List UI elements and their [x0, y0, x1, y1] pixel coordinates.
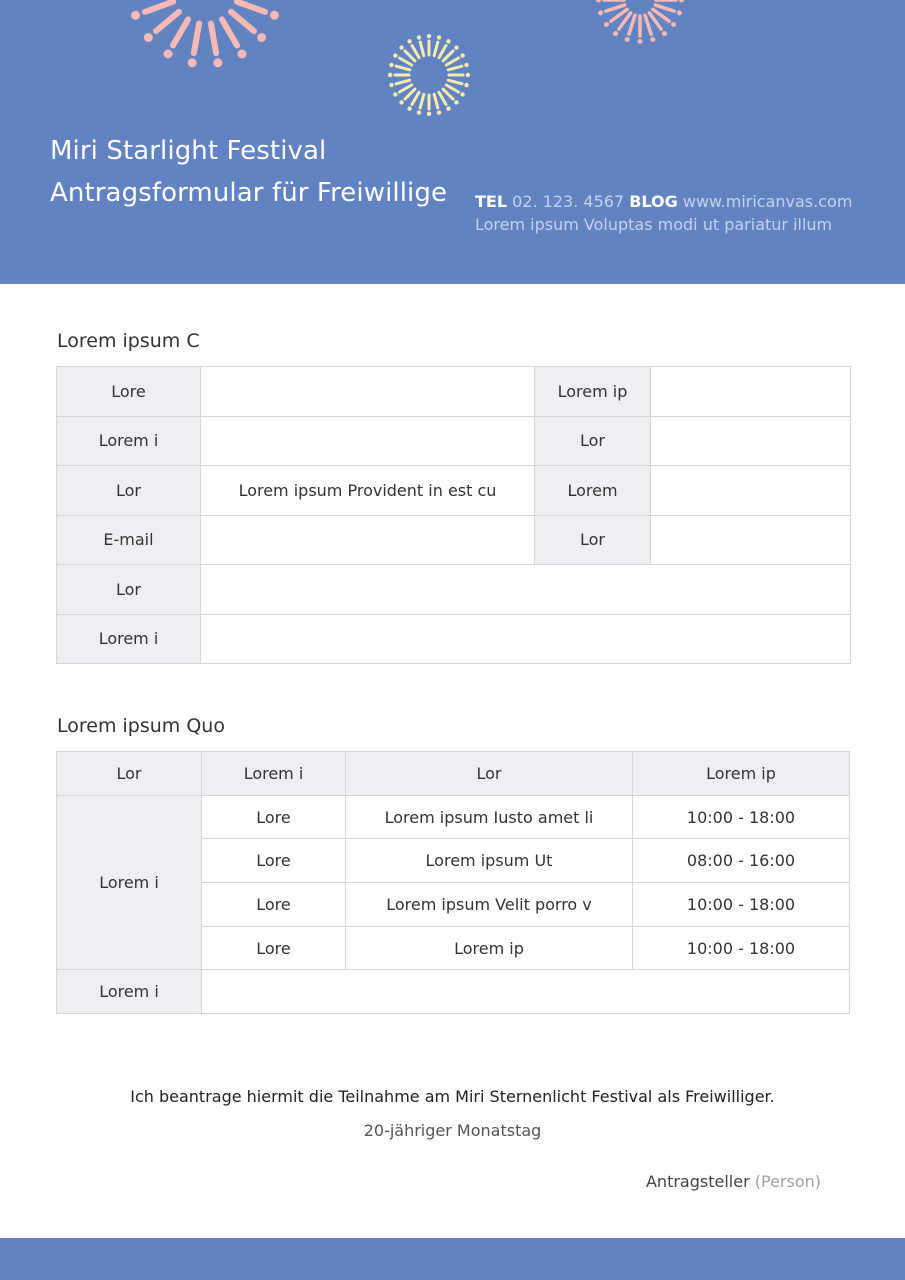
- field-value[interactable]: Lorem ipsum Provident in est cu: [201, 466, 535, 516]
- field-value[interactable]: [201, 416, 535, 466]
- page-title: Miri Starlight Festival: [50, 136, 327, 166]
- tel-value: 02. 123. 4567: [512, 192, 625, 211]
- field-value[interactable]: [201, 565, 851, 615]
- field-label: Lor: [57, 466, 201, 516]
- section1-title: Lorem ipsum C: [57, 330, 200, 352]
- schedule-table: [56, 751, 850, 1014]
- table-row: [57, 614, 851, 664]
- email-label: E-mail: [57, 515, 201, 565]
- field-value[interactable]: [651, 367, 851, 417]
- blog-value[interactable]: www.miricanvas.com: [682, 192, 853, 211]
- field-value[interactable]: [201, 367, 535, 417]
- applicant-signature: [646, 1172, 821, 1191]
- footer-bar: [0, 1238, 905, 1280]
- firework-yellow-icon: [378, 24, 480, 126]
- field-value[interactable]: [651, 416, 851, 466]
- field-value[interactable]: [651, 515, 851, 565]
- time-cell[interactable]: 08:00 - 16:00: [633, 839, 850, 883]
- field-value[interactable]: [202, 970, 850, 1014]
- table-row: [57, 795, 850, 839]
- group-label: Lorem i: [57, 795, 202, 970]
- field-label: Lor: [57, 565, 201, 615]
- contact-info: [475, 192, 852, 211]
- field-label: Lorem: [535, 466, 651, 516]
- page-subtitle: Antragsformular für Freiwillige: [50, 178, 448, 208]
- firework-pink-small-icon: [585, 0, 695, 50]
- table-cell[interactable]: Lore: [202, 839, 346, 883]
- table-cell[interactable]: Lorem ip: [346, 926, 633, 970]
- table-row: [57, 565, 851, 615]
- table-cell[interactable]: Lorem ipsum Ut: [346, 839, 633, 883]
- table-cell[interactable]: Lore: [202, 795, 346, 839]
- firework-pink-large-icon: [95, 0, 315, 80]
- time-cell[interactable]: 10:00 - 18:00: [633, 926, 850, 970]
- field-label: Lorem i: [57, 970, 202, 1014]
- blog-label: BLOG: [629, 192, 678, 211]
- column-header: Lorem i: [202, 752, 346, 796]
- applicant-hint[interactable]: (Person): [754, 1172, 821, 1191]
- personal-info-table: [56, 366, 851, 664]
- table-cell[interactable]: Lore: [202, 926, 346, 970]
- header-banner: [0, 0, 905, 284]
- table-row: [57, 970, 850, 1014]
- tel-label: TEL: [475, 192, 508, 211]
- time-cell[interactable]: 10:00 - 18:00: [633, 883, 850, 927]
- field-label: Lorem i: [57, 416, 201, 466]
- field-value[interactable]: [201, 614, 851, 664]
- declaration-text: Ich beantrage hiermit die Teilnahme am Miri Sternenlicht Festival als Freiwilliger.: [130, 1087, 775, 1106]
- tagline: Lorem ipsum Voluptas modi ut pariatur illum: [475, 215, 833, 234]
- table-row: [57, 416, 851, 466]
- table-row: [57, 466, 851, 516]
- column-header: Lorem ip: [633, 752, 850, 796]
- field-label: Lor: [535, 416, 651, 466]
- field-label: Lore: [57, 367, 201, 417]
- table-cell[interactable]: Lorem ipsum Iusto amet li: [346, 795, 633, 839]
- field-value[interactable]: [651, 466, 851, 516]
- applicant-label: Antragsteller: [645, 1172, 750, 1191]
- table-cell[interactable]: Lore: [202, 883, 346, 927]
- table-row: [57, 367, 851, 417]
- date-text: 20-jähriger Monatstag: [363, 1121, 542, 1140]
- column-header: Lor: [57, 752, 202, 796]
- field-label: Lorem i: [57, 614, 201, 664]
- section2-title: Lorem ipsum Quo: [57, 715, 225, 737]
- email-field[interactable]: [201, 515, 535, 565]
- table-row: [57, 515, 851, 565]
- table-header-row: [57, 752, 850, 796]
- field-label: Lorem ip: [535, 367, 651, 417]
- field-label: Lor: [535, 515, 651, 565]
- time-cell[interactable]: 10:00 - 18:00: [633, 795, 850, 839]
- column-header: Lor: [346, 752, 633, 796]
- table-cell[interactable]: Lorem ipsum Velit porro v: [346, 883, 633, 927]
